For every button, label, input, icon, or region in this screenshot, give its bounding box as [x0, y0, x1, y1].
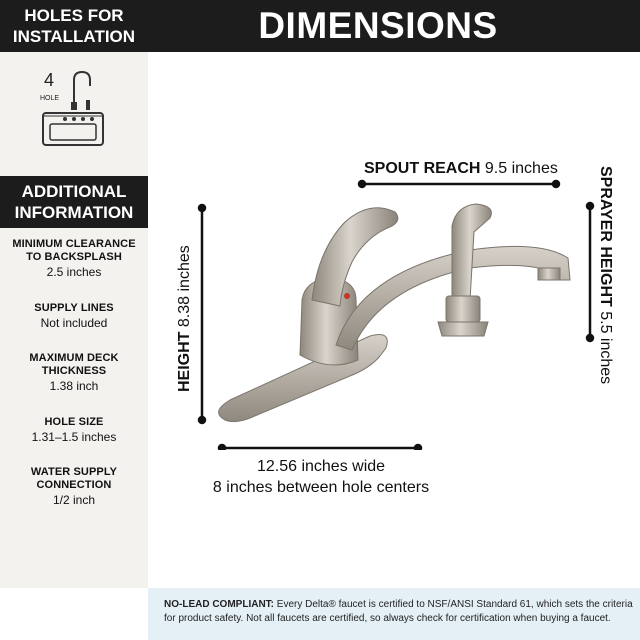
spout-reach-dimension — [364, 160, 558, 178]
info-value: 1/2 inch — [52, 493, 96, 507]
hole-centers-line: 8 inches between hole centers — [212, 479, 430, 496]
holes-header-line-1: HOLES FOR — [24, 6, 124, 25]
info-value: 2.5 inches — [46, 265, 102, 279]
info-label: WATER SUPPLY — [30, 466, 118, 478]
holes-count: 4 — [44, 70, 55, 90]
sprayer-height-dimension — [596, 166, 614, 384]
no-lead-compliance-note — [164, 598, 634, 626]
no-lead-text: Every Delta® faucet is certified to NSF/ANSI Standard 61, which sets the criteria for product safety. Not all faucets are certified, so always check for certification when buying a faucet. — [164, 599, 633, 624]
info-value: Not included — [40, 316, 108, 330]
faucet-illustration — [150, 150, 630, 450]
info-value: 1.31–1.5 inches — [31, 430, 117, 444]
info-hole-size — [0, 416, 148, 444]
sink-4-hole-icon — [38, 66, 110, 155]
spout-reach-label: SPOUT REACH — [364, 160, 481, 177]
sprayer-height-value: 5.5 inches — [597, 311, 614, 385]
holes-unit: HOLE — [40, 95, 60, 102]
info-max-deck-thickness — [0, 352, 148, 393]
info-label: TO BACKSPLASH — [26, 251, 122, 263]
additional-information-header — [0, 176, 148, 228]
height-label: HEIGHT — [176, 331, 193, 392]
width-line: 12.56 inches wide — [256, 458, 386, 475]
info-water-supply-connection — [0, 466, 148, 507]
width-dimension — [176, 456, 466, 498]
holes-for-installation-header — [0, 0, 148, 52]
info-label: SUPPLY LINES — [34, 302, 114, 314]
spout-reach-value: 9.5 inches — [484, 160, 558, 177]
additional-header-line-2: INFORMATION — [14, 203, 134, 222]
no-lead-label: NO-LEAD COMPLIANT: — [164, 599, 274, 610]
info-label: THICKNESS — [41, 365, 107, 377]
holes-header-line-2: INSTALLATION — [12, 27, 136, 46]
info-label: CONNECTION — [36, 479, 112, 491]
info-value: 1.38 inch — [49, 379, 99, 393]
info-label: HOLE SIZE — [44, 416, 104, 428]
info-supply-lines — [0, 302, 148, 330]
height-value: 8.38 inches — [176, 245, 193, 328]
height-dimension — [176, 245, 194, 392]
info-label: MINIMUM CLEARANCE — [12, 238, 136, 250]
additional-header-line-1: ADDITIONAL — [21, 182, 127, 201]
page-title: DIMENSIONS — [258, 5, 498, 46]
info-min-clearance — [0, 238, 148, 279]
sprayer-height-label: SPRAYER HEIGHT — [597, 166, 614, 307]
info-label: MAXIMUM DECK — [29, 352, 119, 364]
